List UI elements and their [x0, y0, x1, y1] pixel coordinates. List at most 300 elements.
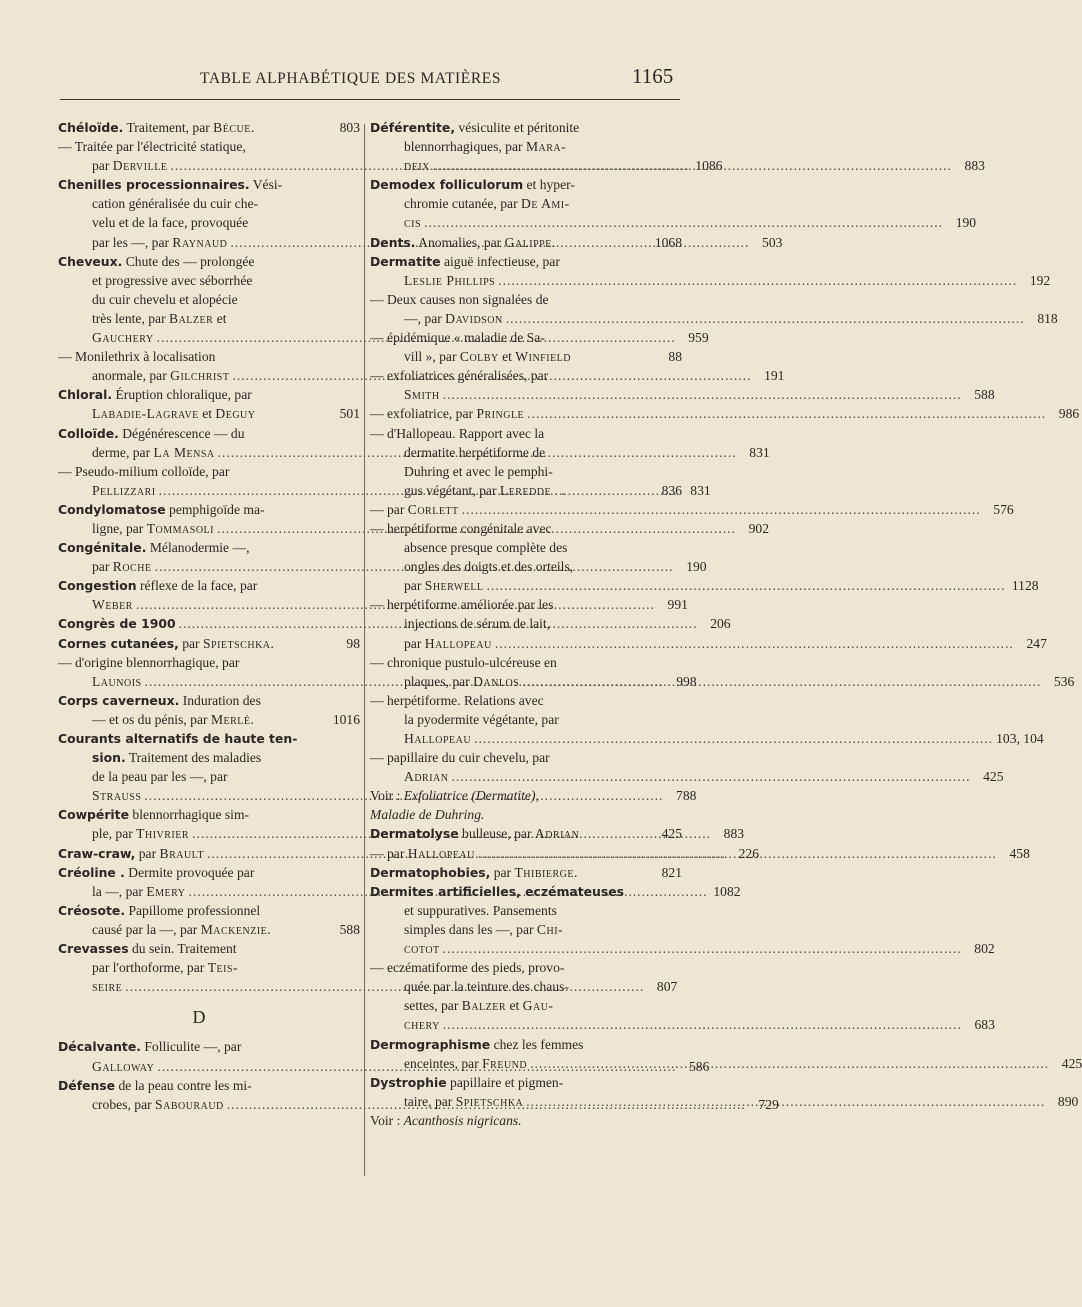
entry-text	[370, 424, 544, 443]
entry-text	[370, 290, 549, 309]
headword: Chenilles processionnaires.	[58, 177, 250, 193]
text-run: — exfoliatrice, par	[370, 406, 477, 422]
entry-line	[370, 557, 682, 576]
headword: Corps caverneux.	[58, 692, 180, 708]
entry-text	[58, 576, 257, 595]
dot-leader	[530, 1054, 1049, 1073]
entry-line	[370, 824, 682, 843]
entry-line	[58, 710, 360, 729]
dot-leader	[443, 1015, 962, 1034]
text-run: — Monilethrix à localisation	[58, 349, 216, 365]
headword: Dermatite	[370, 253, 441, 269]
author-name: Danlos	[473, 673, 520, 689]
entry-line	[58, 404, 360, 423]
page-reference: 818	[1037, 310, 1058, 326]
entry-text	[92, 213, 248, 232]
entry-line	[370, 118, 682, 137]
page-reference: 192	[1029, 272, 1051, 288]
entry-line	[58, 863, 360, 882]
entry-text	[370, 1073, 563, 1092]
dot-leader	[443, 939, 962, 958]
page-reference: 588	[339, 921, 360, 937]
headword: Craw-craw,	[58, 845, 136, 861]
author-name: Hallopeau	[424, 635, 492, 651]
section-letter: D	[192, 1007, 206, 1028]
text-run: cation généralisée du cuir che-	[92, 196, 259, 212]
page-reference: 1086	[695, 158, 723, 174]
entry-text	[92, 824, 189, 843]
text-run: bulleuse, par	[458, 826, 535, 842]
page-reference: 425	[983, 769, 1004, 785]
entry-text	[404, 462, 553, 481]
entry-line	[58, 213, 360, 232]
text-run: ongles des doigts et des orteils,	[404, 559, 574, 575]
headword: Décalvante.	[58, 1039, 141, 1055]
headword: Chéloïde.	[58, 120, 124, 135]
text-run: Traitement, par	[123, 120, 214, 135]
text-run: papillaire et pigmen-	[446, 1074, 564, 1090]
page-number: 1165	[632, 64, 674, 88]
text-run: Papillome professionnel	[125, 902, 261, 918]
index-entry	[58, 385, 360, 423]
entry-text	[58, 137, 246, 156]
text-run: la pyodermite végétante, par	[404, 711, 559, 727]
entry-line	[370, 175, 682, 194]
entry-text	[404, 538, 567, 557]
entry-text	[404, 920, 563, 939]
text-run: de la peau contre les mi-	[115, 1077, 252, 1093]
page-reference: 88	[668, 349, 682, 365]
page-reference: 802	[974, 941, 995, 957]
page-reference: 1068	[654, 234, 682, 250]
column-divider	[364, 124, 365, 1176]
entry-text	[404, 443, 545, 462]
dot-leader	[474, 729, 993, 748]
entry-text	[58, 863, 254, 882]
entry-text	[58, 653, 239, 672]
page-reference: 536	[1053, 673, 1075, 689]
author-name: Strauss	[92, 788, 142, 804]
text-run: de la peau par les —, par	[92, 769, 228, 785]
headword: Cornes cutanées,	[58, 635, 179, 651]
entry-line	[58, 194, 360, 213]
entry-line	[58, 691, 360, 710]
entry-text	[58, 901, 260, 920]
author-name: Corlett	[407, 501, 459, 517]
entry-text	[58, 118, 254, 137]
entry-text	[370, 595, 553, 614]
page-reference: 458	[1009, 845, 1030, 861]
text-run: crobes, par	[92, 1096, 156, 1112]
author-name: Balzer	[461, 998, 507, 1014]
text-run: la —, par	[92, 883, 147, 899]
entry-text	[404, 1015, 440, 1034]
author-name: Spietschka	[202, 635, 271, 651]
author-name: Bécue	[213, 120, 251, 135]
text-run: injections de sérum de lait,	[404, 616, 551, 632]
entry-text	[58, 634, 274, 653]
entry-text	[370, 824, 579, 843]
author-name: Brault	[159, 845, 204, 861]
entry-line	[370, 213, 977, 232]
entry-line	[58, 309, 360, 328]
headword: Défense	[58, 1077, 116, 1093]
entry-line	[58, 347, 360, 366]
text-run: Voir :	[370, 788, 404, 804]
headword: Dystrophie	[370, 1074, 447, 1090]
entry-line	[370, 290, 682, 309]
cross-reference: Acanthosis nigricans.	[403, 1112, 522, 1128]
entry-line	[370, 309, 1058, 328]
page-reference: 191	[764, 368, 785, 384]
entry-text	[92, 748, 261, 767]
entry-line	[370, 500, 1014, 519]
page-reference: 788	[676, 788, 697, 804]
entry-line	[370, 901, 682, 920]
entry-line	[370, 385, 995, 404]
headword: Crevasses	[58, 941, 129, 957]
page-reference: 1128	[1011, 578, 1039, 594]
entry-text	[92, 233, 227, 252]
index-entry	[370, 175, 977, 232]
page-reference: 959	[688, 330, 709, 346]
entry-line	[58, 653, 360, 672]
entry-text	[370, 1111, 522, 1130]
entry-text	[92, 309, 227, 328]
entry-text	[92, 366, 229, 385]
entry-text	[92, 672, 142, 691]
entry-text	[58, 614, 176, 633]
headword: Condylomatose	[58, 501, 166, 517]
entry-text	[404, 901, 557, 920]
author-name: Thivrier	[136, 826, 190, 842]
text-run: — papillaire du cuir chevelu, par	[370, 750, 550, 766]
running-title: TABLE ALPHABÉTIQUE DES MATIÈRES	[200, 70, 502, 87]
entry-line	[58, 538, 360, 557]
author-name: Raynaud	[172, 234, 228, 250]
cross-reference: Maladie de Duhring.	[370, 807, 485, 823]
headword: Congestion	[58, 578, 137, 594]
author-name: Galippe	[504, 234, 552, 250]
headword: Congrès de 1900	[58, 616, 176, 632]
text-run: .	[270, 635, 274, 651]
entry-line	[370, 748, 682, 767]
author-name: Chi-	[536, 921, 564, 937]
text-run: — exfoliatrices généralisées, par	[370, 368, 549, 384]
text-run: . .	[551, 482, 565, 498]
entry-text	[92, 194, 258, 213]
text-run: Éruption chloralique, par	[112, 387, 252, 403]
text-run: et hyper-	[523, 177, 575, 193]
entry-text	[92, 1095, 224, 1114]
page-reference: 586	[688, 1058, 710, 1074]
entry-line	[370, 443, 682, 462]
entry-line	[370, 252, 682, 271]
entry-line	[370, 977, 682, 996]
entry-text	[404, 194, 570, 213]
page-reference: 831	[690, 482, 711, 498]
page-header	[0, 64, 800, 94]
entry-line	[370, 863, 682, 882]
author-name: Adrian	[534, 826, 580, 842]
entry-text	[370, 786, 539, 805]
entry-line	[58, 500, 360, 519]
text-run: Anomalies, par	[415, 234, 505, 250]
entry-text	[404, 1054, 527, 1073]
entry-line	[370, 538, 682, 557]
entry-line	[370, 595, 682, 614]
entry-text	[58, 252, 254, 271]
text-run: .	[250, 711, 254, 727]
author-name: Pellizzari	[92, 482, 156, 498]
entry-text	[370, 863, 577, 882]
headword: Cowpérite	[58, 807, 130, 823]
text-run: par	[135, 845, 160, 861]
text-run: gus végétant, par	[404, 482, 500, 498]
text-run: par l'orthoforme, par	[92, 960, 208, 976]
entry-line	[370, 882, 682, 901]
text-run: par	[404, 578, 425, 594]
entry-text	[404, 977, 569, 996]
entry-line	[58, 290, 360, 309]
entry-line	[370, 519, 682, 538]
dot-leader	[433, 156, 952, 175]
text-run: Voir :	[370, 1112, 404, 1128]
entry-text	[370, 233, 555, 252]
entry-line	[58, 805, 360, 824]
page-reference: 821	[661, 864, 682, 880]
entry-text	[92, 767, 228, 786]
author-name: Sabouraud	[155, 1096, 224, 1112]
page-reference: 190	[955, 215, 977, 231]
page-reference: 683	[974, 1017, 995, 1033]
entry-line	[370, 576, 1039, 595]
text-run: par	[92, 559, 113, 575]
text-run: derme, par	[92, 444, 154, 460]
entry-line	[370, 767, 1004, 786]
entry-text	[404, 939, 440, 958]
entry-text	[92, 977, 122, 996]
page-reference: 836	[661, 482, 682, 498]
entry-text	[58, 538, 249, 557]
entry-text	[404, 767, 448, 786]
author-name: Thibierge	[514, 864, 574, 880]
author-name: Gau-	[522, 998, 554, 1014]
entry-text	[58, 385, 252, 404]
entry-line	[370, 729, 1044, 748]
text-run: du cuir chevelu et alopécie	[92, 291, 238, 307]
text-run: et	[213, 310, 227, 326]
entry-line	[370, 996, 682, 1015]
dot-leader	[522, 672, 1041, 691]
entry-line	[370, 653, 682, 672]
entry-line	[370, 194, 682, 213]
entry-line	[370, 614, 682, 633]
author-name: cis	[404, 215, 422, 231]
entry-text	[92, 920, 271, 939]
entry-line	[370, 786, 682, 805]
author-name: Tommasoli	[146, 520, 214, 536]
entry-text	[404, 1092, 523, 1111]
text-run: Dermite provoquée par	[124, 864, 255, 880]
text-run: blennorrhagiques, par	[404, 139, 526, 155]
author-name: cotot	[404, 941, 440, 957]
entry-line	[370, 691, 682, 710]
text-run: et progressive avec séborrhée	[92, 272, 253, 288]
page-reference: 883	[964, 158, 985, 174]
entry-text	[404, 576, 484, 595]
author-name: Smith	[404, 387, 440, 403]
author-name: Launois	[92, 673, 142, 689]
entry-line	[370, 1073, 682, 1092]
author-name: Gilchrist	[170, 368, 230, 384]
entry-text	[58, 1037, 241, 1056]
entry-text	[92, 595, 133, 614]
entry-text	[404, 729, 471, 748]
headword: Créosote.	[58, 902, 126, 918]
entry-line	[370, 920, 682, 939]
entry-text	[58, 500, 265, 519]
author-name: Colby	[459, 349, 499, 365]
entry-text	[370, 691, 544, 710]
author-name: deix	[404, 158, 430, 174]
text-run: settes, par	[404, 998, 462, 1014]
page-reference: 425	[661, 826, 682, 842]
text-run: Duhring et avec le pemphi-	[404, 463, 553, 479]
author-name: Roche	[112, 559, 152, 575]
author-name: De Ami-	[521, 196, 570, 212]
headword: Chloral.	[58, 387, 113, 403]
entry-text	[404, 347, 571, 366]
author-name: Hallopeau	[407, 845, 475, 861]
page-reference: 503	[762, 234, 783, 250]
entry-line	[370, 1035, 682, 1054]
text-run: et suppuratives. Pansements	[404, 902, 557, 918]
text-run: —, par	[404, 310, 446, 326]
author-name: Hallopeau	[404, 731, 472, 746]
dot-leader	[443, 385, 962, 404]
entry-text	[92, 882, 186, 901]
entry-line	[58, 576, 360, 595]
text-run: .	[250, 120, 255, 135]
entry-text	[404, 634, 492, 653]
entry-text	[370, 748, 550, 767]
page-reference: 986	[1058, 406, 1080, 422]
entry-line	[58, 118, 360, 137]
entry-line	[370, 1015, 995, 1034]
dot-leader	[478, 844, 997, 863]
entry-text	[370, 404, 524, 423]
entry-line	[58, 767, 360, 786]
entry-text	[58, 939, 237, 958]
text-run: — d'origine blennorrhagique, par	[58, 654, 240, 670]
text-run: .	[267, 921, 271, 937]
page-reference: 807	[656, 979, 678, 995]
text-run: Traitement des maladies	[125, 750, 262, 766]
text-run: et	[498, 349, 516, 365]
page-reference: 902	[748, 520, 770, 536]
entry-line	[58, 958, 360, 977]
text-run: anormale, par	[92, 368, 171, 384]
entry-text	[404, 213, 421, 232]
author-name: Weber	[92, 597, 133, 613]
headword: Dermographisme	[370, 1036, 491, 1052]
text-run: simples dans les —, par	[404, 921, 537, 937]
entry-line	[370, 481, 682, 500]
text-run: .	[551, 234, 556, 250]
dot-leader	[451, 767, 970, 786]
entry-text	[58, 424, 245, 443]
entry-text	[92, 481, 156, 500]
author-name: Galloway	[92, 1058, 155, 1074]
headword: Colloïde.	[58, 425, 119, 441]
entry-text	[92, 271, 252, 290]
entry-line	[58, 271, 360, 290]
page-reference: 501	[339, 406, 360, 422]
entry-line	[58, 385, 360, 404]
text-run: par	[178, 635, 203, 651]
entry-line	[58, 901, 360, 920]
author-name: Balzer	[169, 310, 214, 326]
page-reference: 576	[993, 501, 1014, 517]
author-name: chery	[404, 1017, 440, 1033]
text-run: Chute des — prolongée	[122, 253, 255, 269]
text-run: — herpétiforme. Relations avec	[370, 692, 544, 708]
entry-line	[58, 748, 360, 767]
dot-leader	[462, 500, 981, 519]
entry-text	[404, 614, 550, 633]
text-run: par	[92, 158, 113, 174]
author-name: Gauchery	[92, 330, 154, 346]
entry-line	[370, 404, 1080, 423]
text-run: — herpétiforme congénitale avec	[370, 520, 552, 536]
page-reference: 247	[1026, 635, 1047, 651]
text-run: — chronique pustulo-ulcéreuse en	[370, 654, 557, 670]
entry-text	[370, 844, 475, 863]
page-reference: 190	[686, 559, 707, 575]
headword: Dents.	[370, 234, 416, 250]
header-rule	[60, 99, 680, 100]
entry-text	[92, 328, 154, 347]
text-run: et	[198, 406, 216, 422]
entry-line	[58, 462, 360, 481]
text-run: par	[490, 864, 515, 880]
author-name: seire	[92, 979, 123, 995]
entry-text	[370, 328, 545, 347]
entry-line	[370, 939, 995, 958]
text-run: taire, par	[404, 1093, 456, 1109]
page-reference: 1082	[713, 883, 741, 899]
headword: Dermites artificielles, eczémateuses	[370, 883, 625, 899]
entry-text	[92, 290, 238, 309]
entry-line	[370, 462, 682, 481]
headword: Créoline .	[58, 864, 125, 880]
page-reference: 1016	[332, 711, 360, 727]
author-name: Freund	[482, 1055, 528, 1071]
author-name: Winfield	[515, 349, 572, 365]
entry-line	[58, 137, 360, 156]
index-entry	[58, 691, 360, 729]
text-run: vill », par	[404, 349, 460, 365]
page-reference: 831	[749, 444, 770, 460]
entry-text	[58, 347, 215, 366]
text-run: enceintes, par	[404, 1055, 483, 1071]
dot-leader	[506, 309, 1025, 328]
text-run: réflexe de la face, par	[136, 578, 258, 594]
page-reference: 890	[1057, 1093, 1079, 1109]
author-name: Derville	[112, 158, 168, 174]
entry-line	[370, 958, 682, 977]
